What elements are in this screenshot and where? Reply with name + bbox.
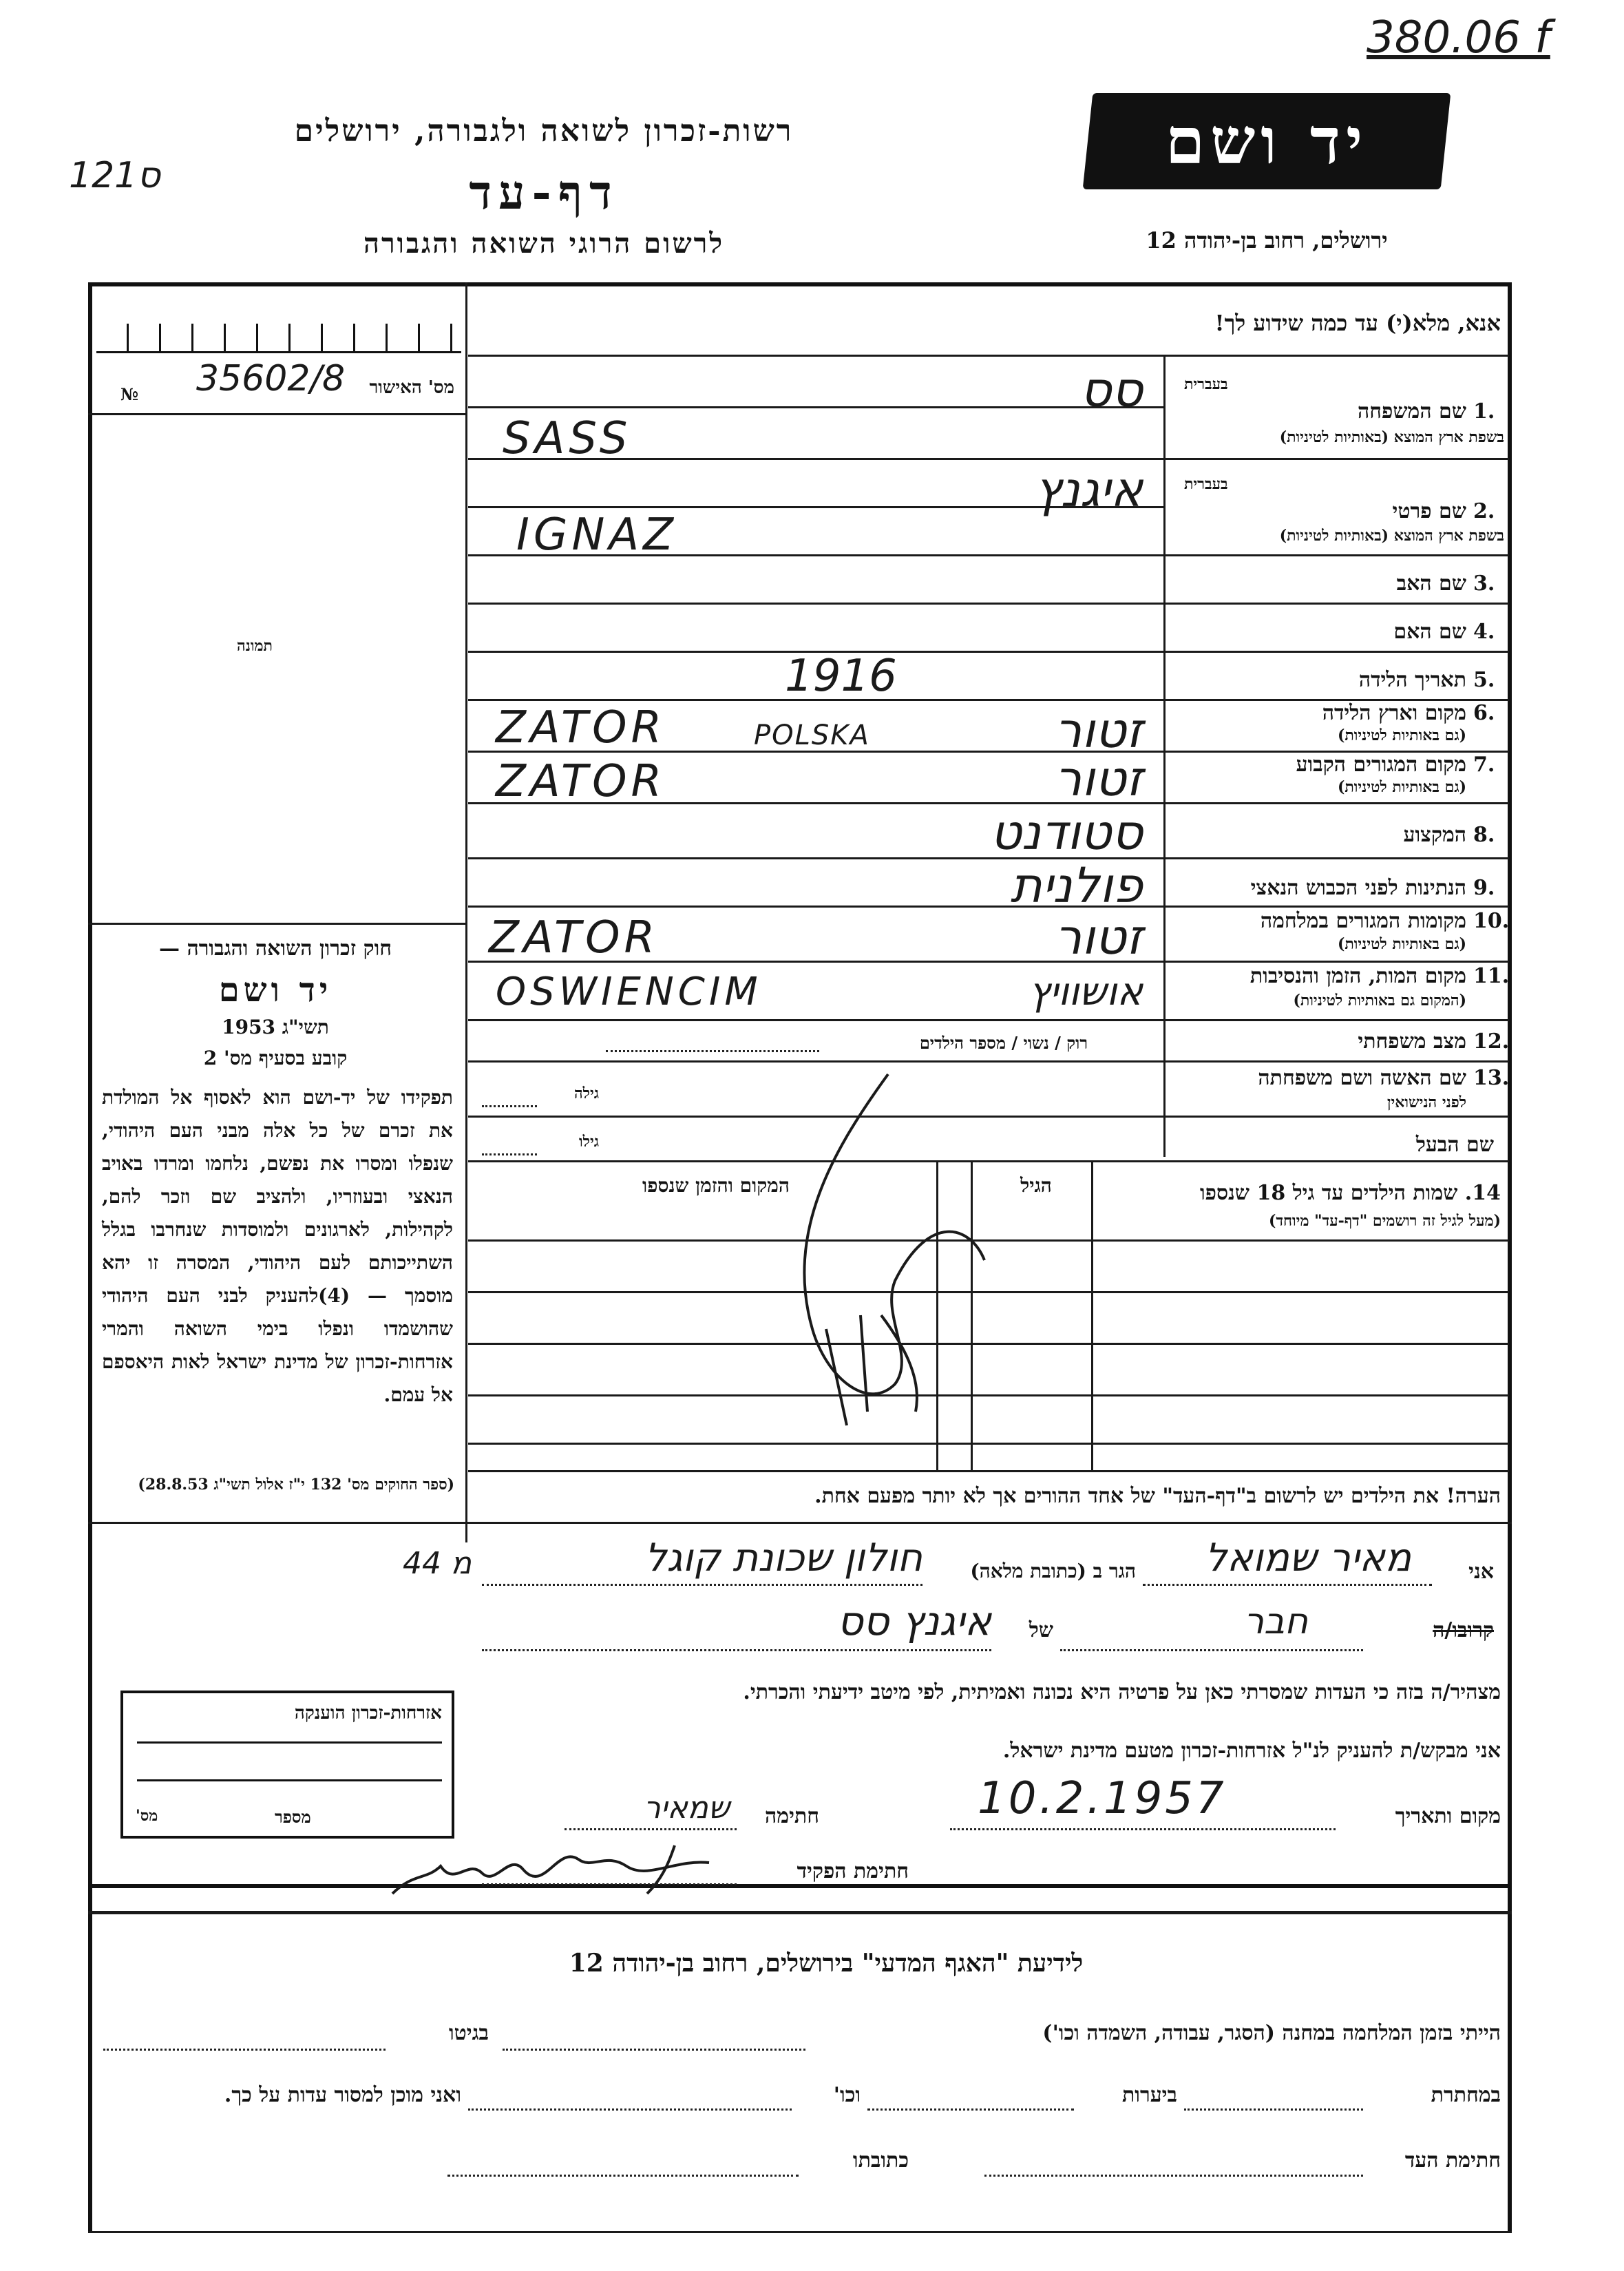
- row-line-3: [468, 603, 1509, 605]
- footer-line2-a: במחתרת: [1431, 2083, 1501, 2107]
- of-name[interactable]: איגנץ סס: [837, 1598, 991, 1644]
- field-11-sub: (המקום גם באותיות לטיניות): [1293, 992, 1466, 1009]
- note-top-line: [468, 1470, 1509, 1472]
- field-12-number: 12.: [1473, 1029, 1510, 1054]
- field-6-number: 6.: [1473, 701, 1495, 725]
- footer-line3-dots-a: [984, 2175, 1363, 2177]
- field-5-number: 5.: [1473, 668, 1495, 692]
- footer-line2-dots-b: [867, 2108, 1074, 2111]
- field-1-tag: בעברית: [1184, 375, 1228, 393]
- field-12-options[interactable]: רוק / נשוי / מספר הילדים: [919, 1033, 1088, 1053]
- field-4-number: 4.: [1473, 620, 1495, 644]
- field-1-latin[interactable]: SASS: [503, 413, 632, 464]
- field-2-tag: בעברית: [1184, 475, 1228, 493]
- approval-no-prefix: №: [120, 384, 139, 404]
- label-column-divider: [1163, 355, 1166, 1157]
- field-12-line: [606, 1050, 819, 1052]
- sign-label: חתימה: [765, 1804, 819, 1828]
- row-line-11: [468, 1019, 1509, 1021]
- footer-top-line: [88, 1911, 1512, 1914]
- field-7-label: מקום המגורים הקבוע: [1296, 753, 1466, 777]
- footer-line3-b: כתובתו: [852, 2148, 909, 2173]
- field-10-number: 10.: [1473, 909, 1510, 933]
- date-value[interactable]: 10.2.1957: [978, 1773, 1227, 1824]
- place-date-label: מקום ותאריך: [1395, 1804, 1501, 1828]
- field-8-hebrew[interactable]: סטודנט: [990, 804, 1143, 861]
- field-13-label: שם האשה ושם משפחתה: [1258, 1066, 1466, 1090]
- children-label: 14. שמות הילדים עד גיל 18 שנספו: [1199, 1181, 1501, 1205]
- field-11-number: 11.: [1473, 964, 1510, 988]
- footer-line2-c: וכו': [833, 2083, 861, 2107]
- field-4-label: שם האם: [1393, 620, 1466, 644]
- field-3-number: 3.: [1473, 572, 1495, 596]
- stamp-line-1: [137, 1741, 442, 1744]
- footer-line2-d: ואני מוכן למסור עדות על כך.: [224, 2083, 461, 2107]
- field-10-label: מקומות המגורים במלחמה: [1260, 909, 1466, 933]
- husband-label: שם הבעל: [1415, 1133, 1494, 1157]
- photo-label: תמונה: [237, 637, 273, 655]
- field-6-extra[interactable]: POLSKA: [754, 720, 870, 751]
- declarant-lives-label: הגר ב (כתובת מלאה): [970, 1560, 1136, 1582]
- intro-divider: [468, 355, 1509, 357]
- tick-row: [96, 324, 461, 353]
- field-9-label: הנתינות לפני הכבוש הנאצי: [1250, 876, 1466, 900]
- of-label: של: [1029, 1618, 1053, 1642]
- footer-line1-dots: [503, 2049, 805, 2051]
- footer-line1-b: בגיטו: [448, 2021, 489, 2045]
- approval-divider: [88, 413, 467, 415]
- field-1-label: שם המשפחה: [1357, 399, 1466, 423]
- header-address: ירושלים, רחוב בן-יהודה 12: [1146, 227, 1388, 253]
- law-gazette: (ספר החוקים מס' 132 י"ז אלול תשי"ג 28.8.53): [138, 1476, 454, 1494]
- field-7-latin[interactable]: ZATOR: [496, 756, 666, 807]
- field-1-sub: בשפת ארץ המוצא (באותיות לטיניות): [1279, 428, 1504, 446]
- field-6-latin[interactable]: ZATOR: [496, 702, 666, 753]
- note-bottom-line: [88, 1522, 1512, 1524]
- field-7-hebrew[interactable]: זטור: [1054, 751, 1143, 807]
- institution-name: רשות-זכרון לשואה ולגבורה, ירושלים: [294, 114, 794, 149]
- field-8-number: 8.: [1473, 823, 1495, 847]
- field-3-label: שם האב: [1396, 572, 1466, 596]
- stamp-line-2: [137, 1779, 442, 1781]
- form-subtitle: לרשום הרוגי השואה והגבורה: [363, 227, 725, 260]
- field-13-sub: לפני הנישואין: [1386, 1093, 1466, 1111]
- field-5-label: תאריך הלידה: [1358, 668, 1466, 692]
- field-8-label: המקצוע: [1403, 823, 1466, 847]
- request-text: אני מבקש/ת להעניק לנ"ל אזרחות-זכרון מטעם מדינת ישראל.: [1002, 1739, 1501, 1763]
- citizenship-stamp-box: [120, 1691, 454, 1839]
- field-13-age: גילה: [574, 1085, 599, 1102]
- footer-line2-dots-a: [1184, 2108, 1363, 2111]
- children-sub: (מעל לגיל זה רושמים "דף-עד" מיוחד): [1269, 1212, 1501, 1230]
- field-11-hebrew[interactable]: אושוויץ: [1029, 970, 1143, 1014]
- law-title: חוק זכרון השואה והגבורה —: [159, 936, 392, 961]
- footer-title: לידיעת "האגף המדעי" בירושלים, רחוב בן-יהודה 12: [569, 1949, 1084, 1978]
- field-13-age-line: [482, 1105, 537, 1107]
- footer-line1-a: הייתי בזמן המלחמה במחנה (הסגר, עבודה, השמדה וכו'): [1042, 2021, 1501, 2045]
- law-name: יד ושם: [218, 971, 333, 1009]
- field-1-hebrew[interactable]: סס: [1080, 362, 1143, 418]
- field-2-hebrew[interactable]: איגנץ: [1034, 461, 1143, 518]
- field-10-sub: (גם באותיות לטיניות): [1337, 935, 1466, 953]
- footer-line3-dots-b: [447, 2175, 799, 2177]
- field-7-number: 7.: [1473, 753, 1495, 777]
- field-12-label: מצב משפחתי: [1358, 1029, 1466, 1054]
- field-5-value[interactable]: 1916: [785, 651, 897, 702]
- field-10-latin[interactable]: ZATOR: [489, 912, 659, 963]
- field-9-hebrew[interactable]: פולנית: [1010, 857, 1143, 914]
- officer-label: חתימת הפקיד: [797, 1859, 909, 1883]
- children-col-line-1: [1091, 1160, 1093, 1470]
- field-6-label: מקום וארץ הלידה: [1322, 701, 1466, 725]
- logo-text: יד ושם: [1165, 104, 1369, 178]
- field-6-sub: (גם באותיות לטיניות): [1337, 726, 1466, 744]
- form-title: דף-עד: [469, 165, 619, 220]
- signature-value[interactable]: שמאיר: [643, 1790, 730, 1825]
- footer-line2-b: ביערות: [1121, 2083, 1177, 2107]
- declarant-name[interactable]: מאיר שמואל: [1205, 1536, 1411, 1580]
- declarant-address[interactable]: חולון שכונת קוגל: [644, 1536, 922, 1580]
- stamp-number-suffix: מס': [136, 1807, 158, 1825]
- field-9-number: 9.: [1473, 876, 1495, 900]
- archive-number: 380.06 f: [1367, 12, 1550, 63]
- field-7-sub: (גם באותיות לטיניות): [1337, 778, 1466, 796]
- officer-signature: [386, 1832, 730, 1914]
- law-section: קובע בסעיף מס' 2: [203, 1047, 348, 1069]
- footer-line3-a: חתימת העד: [1404, 2148, 1501, 2173]
- of-name-line: [482, 1649, 991, 1651]
- husband-age-line: [482, 1153, 537, 1155]
- law-divider: [88, 923, 467, 925]
- declarant-name-line: [1143, 1584, 1432, 1586]
- field-6-hebrew[interactable]: זטור: [1054, 702, 1143, 759]
- relation-line: [1060, 1649, 1363, 1651]
- field-1-number: 1.: [1473, 399, 1495, 423]
- yad-vashem-logo: [1083, 93, 1451, 189]
- sign-line: [565, 1828, 737, 1830]
- stamp-box-title: אזרחות-זכרון הוענקה: [294, 1703, 442, 1724]
- relation-value[interactable]: חבר: [1243, 1601, 1308, 1642]
- footer-line2-dots-c: [468, 2108, 792, 2111]
- field-2-label: שם פרטי: [1392, 499, 1466, 523]
- left-margin-mark: 121ס: [69, 155, 161, 196]
- husband-age: גילו: [579, 1133, 599, 1151]
- stamp-number-label: מספר: [275, 1807, 311, 1827]
- approval-label: מס' האישור: [369, 377, 454, 398]
- note-text: הערה! את הילדים יש לרשום ב"דף-העד" של אחד ההורים אך לא יותר מפעם אחת.: [814, 1484, 1501, 1508]
- footer-line1-dots2: [103, 2049, 386, 2051]
- children-col-age: הגיל: [1020, 1174, 1052, 1197]
- field-10-hebrew[interactable]: זטור: [1054, 909, 1143, 965]
- relation-label: קרובו/ה: [1433, 1618, 1494, 1642]
- sidebar-divider: [465, 282, 467, 1542]
- field-13-number: 13.: [1473, 1066, 1510, 1090]
- footer-bottom-line: [88, 2231, 1512, 2233]
- declaration-text: מצהיר/ה בזה כי העדות שמסרתי כאן על פרטיה היא נכונה ואמיתית, לפי מיטב ידיעתי והכרתי.: [743, 1680, 1501, 1704]
- approval-number: 35602/8: [196, 358, 346, 399]
- date-line: [950, 1828, 1336, 1830]
- law-text: תפקידו של יד-ושם הוא לאסוף אל המולדת את זכרם של כל אלה מבני העם היהודי, שנפלו ומסרו את נפשם, נלחמו ומרדו באויב הנאצי ובעוזריו, ולהציב שם וזכר להם, לקהילות, לארגונים ולמוסדות שנחרבו בגלל השתייכותם לעם היהודי, המסרה זו יהא מוסמך — (4)להעניק לבני העם היהודי שהושמדו ונפלו בימי השואה והמרי אזרחות-זכרון של מדינת ישראל לאות היאספם אל עמם.: [102, 1086, 453, 1406]
- children-col-place: המקום והזמן שנספו: [642, 1174, 790, 1197]
- intro-text: אנא, מלא(י) עד כמה שידוע לך!: [1214, 310, 1501, 336]
- row-line-4: [468, 651, 1509, 653]
- diagonal-scribble: [723, 1054, 1012, 1453]
- field-2-latin[interactable]: IGNAZ: [516, 510, 677, 561]
- law-year: תשי"ג 1953: [222, 1016, 329, 1038]
- field-2-sub: בשפת ארץ המוצא (באותיות לטיניות): [1279, 527, 1504, 545]
- field-2-number: 2.: [1473, 499, 1495, 523]
- field-11-latin[interactable]: OSWIENCIM: [496, 970, 762, 1014]
- declarant-i-label: אני: [1468, 1560, 1494, 1584]
- declarant-address-line: [482, 1584, 922, 1586]
- field-11-label: מקום המות, הזמן והנסיבות: [1249, 964, 1466, 988]
- declarant-margin-note: 44 מ: [403, 1546, 472, 1581]
- footer-frame: [88, 1881, 1512, 2232]
